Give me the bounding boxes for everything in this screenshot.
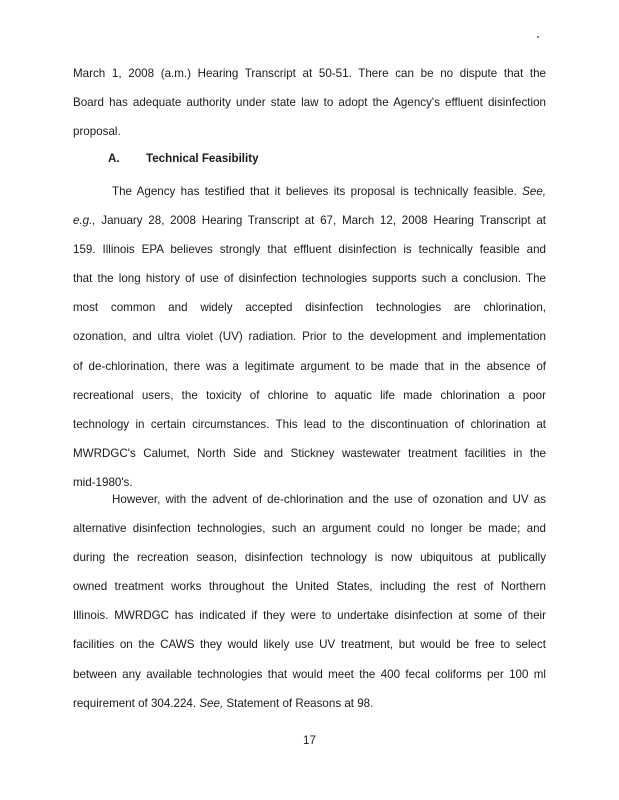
text-line: recreational users, the toxicity of chlorine to aquatic life made chlorination a poor	[73, 388, 546, 402]
text-line: that the long history of use of disinfection technologies supports such a conclusion. The	[73, 272, 546, 286]
text-line: Illinois. MWRDGC has indicated if they were to undertake disinfection at some of their	[73, 609, 546, 623]
text-line: e.g., January 28, 2008 Hearing Transcript at 67, March 12, 2008 Hearing Transcript at	[73, 214, 546, 228]
text-line: ozonation, and ultra violet (UV) radiation. Prior to the development and implementation	[73, 330, 546, 344]
section-heading	[108, 149, 259, 169]
text-line: of de-chlorination, there was a legitimate argument to be made that in the absence of	[73, 359, 546, 373]
text-line: during the recreation season, disinfection technology is now ubiquitous at publically	[73, 551, 546, 565]
paragraph-however	[73, 485, 546, 718]
text-line: However, with the advent of de-chlorination and the use of ozonation and UV as	[112, 493, 546, 506]
text-line: technology in certain circumstances. This lead to the discontinuation of chlorination at	[73, 417, 546, 431]
paragraph-intro	[73, 59, 546, 146]
scan-speck	[537, 36, 539, 38]
text-line: between any available technologies that would meet the 400 fecal coliforms per 100 ml	[73, 667, 546, 681]
text-line: owned treatment works throughout the United States, including the rest of Northern	[73, 580, 546, 594]
section-title: Technical Feasibility	[146, 152, 259, 165]
text-line: Board has adequate authority under state law to adopt the Agency's effluent disinfection	[73, 96, 546, 110]
text-line: 159. Illinois EPA believes strongly that effluent disinfection is technically feasible and	[73, 243, 546, 257]
text-line: most common and widely accepted disinfection technologies are chlorination,	[73, 301, 546, 315]
text-line: proposal.	[73, 125, 121, 139]
text-line: The Agency has testified that it believes its proposal is technically feasible. See,	[112, 185, 546, 198]
text-line: mid-1980's.	[73, 475, 133, 489]
text-line: requirement of 304.224. See, Statement of Reasons at 98.	[73, 696, 374, 710]
paragraph-technical-feasibility	[73, 177, 546, 497]
text-line: alternative disinfection technologies, such an argument could no longer be made; and	[73, 522, 546, 536]
page-number: 17	[303, 734, 316, 747]
text-line: March 1, 2008 (a.m.) Hearing Transcript at 50-51. There can be no dispute that the	[73, 67, 546, 80]
text-line: MWRDGC's Calumet, North Side and Stickney wastewater treatment facilities in the	[73, 446, 546, 460]
text-line: facilities on the CAWS they would likely use UV treatment, but would be free to select	[73, 638, 546, 652]
section-letter: A.	[108, 152, 120, 165]
